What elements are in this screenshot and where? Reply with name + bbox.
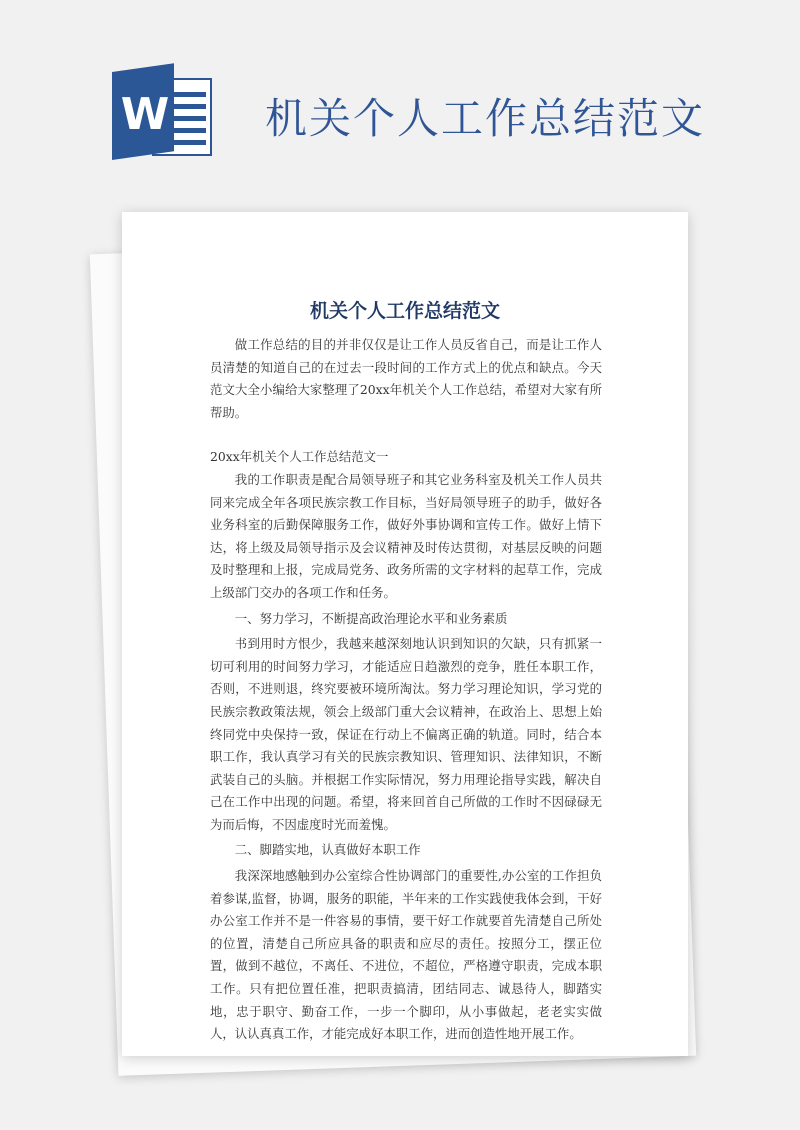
- document-page: [122, 212, 688, 1056]
- word-letter: W: [120, 89, 170, 140]
- page-header: [0, 0, 800, 200]
- intro-paragraph: 做工作总结的目的并非仅仅是让工作人员反省自己，而是让工作人员清楚的知道自己的在过去一段时间的工作方式上的优点和缺点。今天范文大全小编给大家整理了20xx年机关个人工作总结，希望对大家有所帮助。: [210, 337, 602, 420]
- document-body: [210, 334, 602, 1046]
- body-paragraph-3: 我深深地感触到办公室综合性协调部门的重要性,办公室的工作担负着参谋,监督，协调，服务的职能，半年来的工作实践使我体会到，干好办公室工作并不是一件容易的事情，要干好工作就要首先清楚自己所处的位置，清楚自己所应具备的职责和应尽的责任。按照分工，摆正位置，做到不越位，不离任、不进位，不超位，严格遵守职责，完成本职工作。只有把位置任准，把职责搞清，团结同志、诚恳待人，脚踏实地，忠于职守、勤奋工作，一步一个脚印，从小事做起，老老实实做人，认认真真工作，才能完成好本职工作，进而创造性地开展工作。: [210, 868, 602, 1042]
- section-label: 20xx年机关个人工作总结范文一: [210, 449, 389, 465]
- doc-line: [172, 128, 206, 133]
- word-document-icon: [112, 72, 212, 160]
- doc-line: [172, 140, 206, 145]
- section-heading-1: 一、努力学习，不断提高政治理论水平和业务素质: [234, 610, 508, 626]
- document-title: 机关个人工作总结范文: [309, 300, 500, 322]
- body-paragraph-2: 书到用时方恨少，我越来越深刻地认识到知识的欠缺，只有抓紧一切可利用的时间努力学习，才能适应日趋激烈的竞争，胜任本职工作，否则，不进则退，终究要被环境所淘汰。努力学习理论知识，学习党的民族宗教政策法规，领会上级部门重大会议精神，在政治上、思想上始终同党中央保持一致，保证在行动上不偏离正确的轨道。同时，结合本职工作，我认真学习有关的民族宗教知识、管理知识、法律知识，不断武装自己的头脑。并根据工作实际情况，努力用理论指导实践，解决自己在工作中出现的问题。希望，将来回首自己所做的工作时不因碌碌无为而后悔，不因虚度时光而羞愧。: [210, 636, 602, 832]
- body-paragraph-1: 我的工作职责是配合局领导班子和其它业务科室及机关工作人员共同来完成全年各项民族宗教工作目标，当好局领导班子的助手，做好各业务科室的后勤保障服务工作，做好外事协调和宣传工作。做好上情下达，将上级及局领导指示及会议精神及时传达贯彻，对基层反映的问题及时整理和上报，完成局党务、政务所需的文字材料的起草工作，完成上级部门交办的各项工作和任务。: [210, 471, 602, 600]
- doc-line: [172, 116, 206, 121]
- header-title: 机关个人工作总结范文: [265, 94, 706, 143]
- doc-line: [172, 104, 206, 109]
- section-heading-2: 二、脚踏实地，认真做好本职工作: [234, 842, 421, 858]
- doc-line: [172, 92, 206, 97]
